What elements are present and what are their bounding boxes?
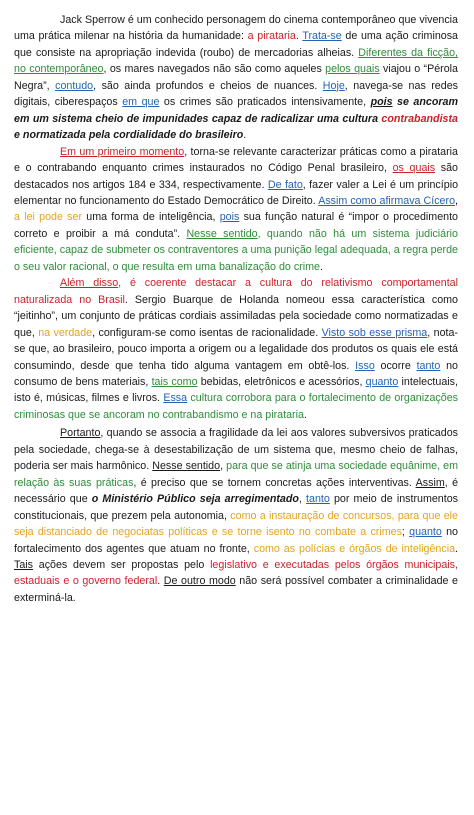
text-run: no fortalecimento dos agentes que atuam no fronte, [14,526,459,555]
text-run: Essa [163,392,188,405]
essay-paragraph-3 [14,275,458,423]
text-run: viajou o “Pérola Negra”, [14,63,458,92]
text-run: ocorre [374,359,417,372]
text-run: tanto [306,493,330,506]
text-run: , é coerente destacar a cultura do relativismo comportamental naturalizada no Brasil [14,277,458,306]
text-run: Isso [355,359,375,372]
text-run: Nesse sentido [186,227,258,240]
text-run: , navega-se nas redes digitais, ciberespaços [14,79,458,109]
text-run: de uma ação criminosa que consiste na apropriação indevida (roubo) de mercadorias alheias. [14,30,458,59]
text-run: pelos quais [325,63,380,76]
text-run: legislativo e executadas pelos órgãos municipais, estaduais e o governo federal [14,558,458,588]
text-run: Assim [415,476,445,489]
text-run: . [319,260,323,273]
text-run: . [243,129,247,142]
text-run: bebidas, eletrônicos e acessórios, [197,375,366,388]
text-run: Diferentes da ficção, no contemporâneo [14,46,458,76]
text-run: quanto [365,375,399,388]
text-run: Portanto [60,427,101,440]
text-run: Jack Sperrow é um conhecido personagem do cinema contemporâneo que vivencia uma prática milenar na história da humanidade: [14,14,458,43]
text-run: tanto [416,359,441,372]
text-run: . [295,30,303,43]
text-run: , nota-se que, ao brasileiro, pouco importa a origem ou a legalidade dos produtos os quais ele está consumindo, desde que tenha tido alguma vantagem em obtê-los. [14,326,458,372]
text-run: contudo [55,79,94,92]
text-run: quanto [409,526,442,539]
text-run: a lei pode ser [14,211,83,224]
text-run: como a instauração de concursos, para que ele seja distanciado de negociatas políticas e se torne isento no combate a crimes [14,509,458,539]
text-run: na verdade [38,326,93,339]
text-run: por meio de instrumentos constitucionais, que prezem pela autonomia, [14,493,458,522]
text-run: os quais [392,162,436,175]
text-run: . [303,408,307,421]
text-run: no consumo de bens materiais, [14,359,459,388]
essay-paragraph-4 [14,425,458,606]
text-run: Hoje [322,79,345,92]
text-run: , [455,194,458,207]
text-run: Trata-se [302,30,342,43]
text-run: . [455,542,458,555]
text-run: , fazer valer a Lei é um princípio elementar no funcionamento do Estado Democrático de Direito. [14,178,459,207]
text-run: , configuram-se como isentas de racionalidade. [92,326,322,339]
essay-paragraph-2 [14,144,458,276]
text-run: pois [370,96,393,109]
text-run: , quando se associa a fragilidade da lei aos valores subversivos praticados pela sociedade, chega-se à desestabilização de um sistema que, mesmo cheio de falhas, poderia ser mais harmônico. [14,427,458,473]
text-run: Além disso [60,277,119,290]
text-run: e normatizada pela cordialidade do brasileiro [14,129,244,142]
text-run: contrabandista [381,112,458,125]
text-run: tais como [151,375,198,388]
text-run: Nesse sentido [152,460,221,473]
text-run: cultura corrobora para o fortalecimento de organizações criminosas que se ancoram no contrabandismo e na pirataria [14,392,458,421]
text-run: ações devem ser propostas pelo [33,558,211,571]
text-run: De fato [267,178,303,191]
text-run: sua função natural é “impor o procedimento correto e proibir a má conduta”. [14,211,459,240]
text-run: intelectuais, isto é, músicas, filmes e livros. [14,375,458,405]
text-run: em que [122,96,160,109]
text-run: De outro modo [163,575,236,588]
text-run: não será possível combater a criminalidade e exterminá-la. [14,575,458,604]
text-run: como as polícias e órgãos de inteligência [253,542,456,555]
text-run: a pirataria [247,30,296,43]
text-run: Assim como afirmava Cícero [318,194,456,207]
text-run: , os mares navegados não são como aqueles [103,63,326,76]
text-run: , é preciso que se tornem concretas ações interventivas. [133,476,416,489]
text-run: pois [219,211,240,224]
text-run: , [298,493,307,506]
text-run: se ancoram em um sistema cheio de impunidades capaz de radicalizar uma cultura [14,96,458,125]
text-run: para que se atinja uma sociedade equânime, em relação às suas práticas [14,460,458,489]
text-run: os crimes são praticados intensivamente, [159,96,371,109]
text-run: são destacados nos artigos 184 e 334, respectivamente. [14,162,458,191]
text-run: , são ainda profundos e cheios de nuances. [93,79,323,92]
text-run: Tais [14,558,34,571]
text-run: Visto sob esse prisma [321,326,428,339]
text-run: , quando não há um sistema judiciário eficiente, capaz de submeter os contraventores a uma punição legal adequada, a regra perde o seu valor racional, o que resulta em uma banalização do crime [14,227,458,273]
text-run: ; [401,526,410,539]
text-run: o Ministério Público seja arregimentado [91,493,299,506]
text-run: . Sergio Buarque de Holanda nomeou essa característica como “jeitinho”, um conjunto de práticas cordiais assimiladas pela sociedade como normatizadas e que, [14,293,459,339]
text-run: , é necessário que [14,476,459,506]
text-run: . [157,575,164,588]
text-run: Em um primeiro momento [60,145,185,158]
essay-paragraph-1 [14,12,458,144]
text-run: , torna-se relevante caracterizar práticas como a pirataria e o contrabando enquanto crimes instaurados no Código Penal brasileiro, [14,145,458,175]
text-run: , [220,460,227,473]
text-run: uma forma de inteligência, [82,211,220,224]
